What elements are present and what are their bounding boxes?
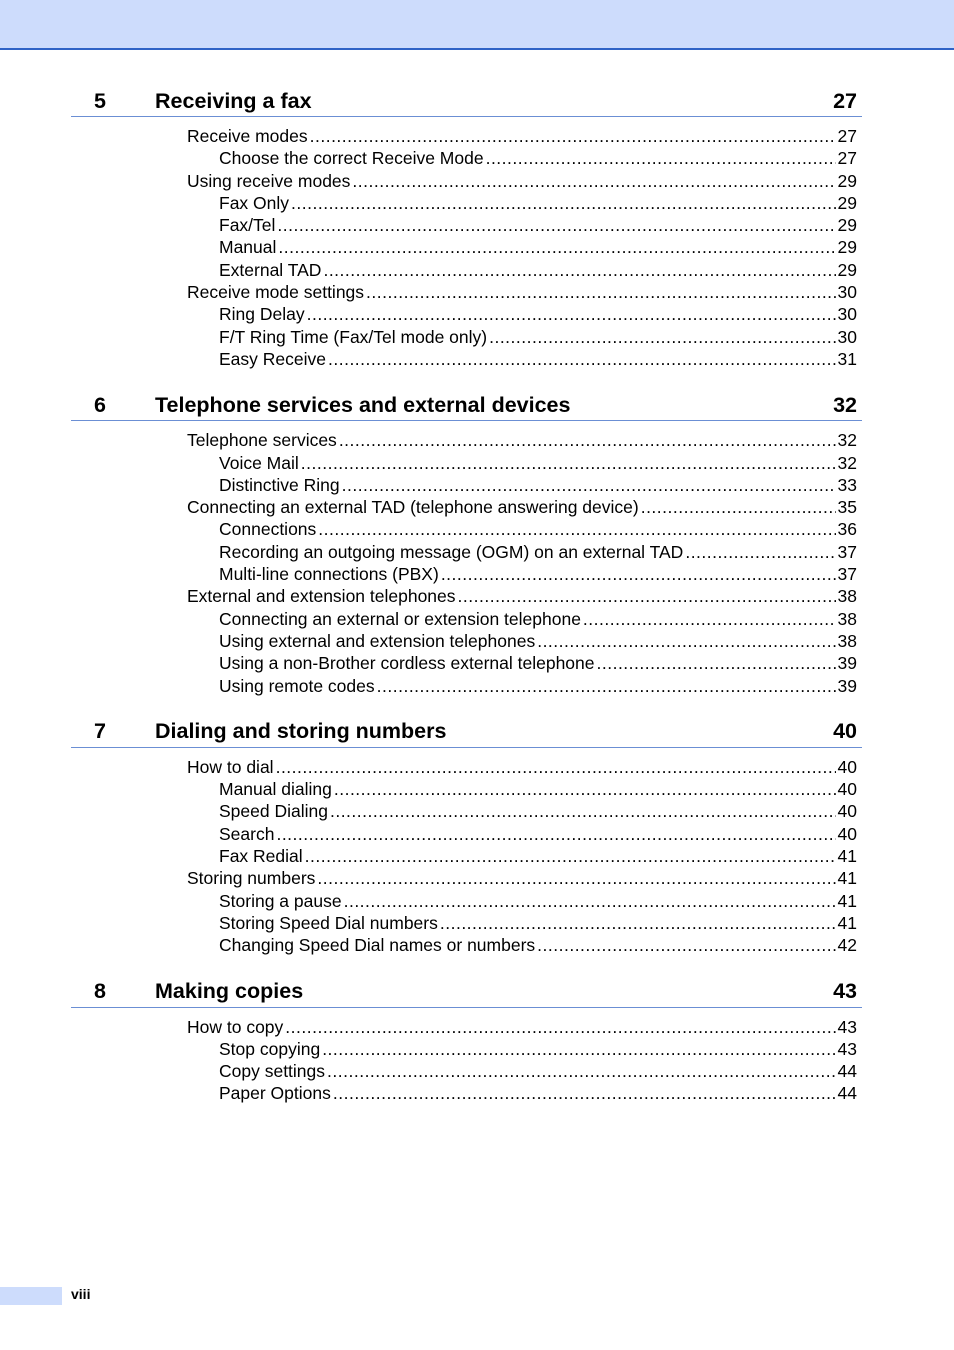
chapter-section [71,82,862,370]
toc-subentry[interactable] [71,1038,862,1060]
chapter-heading[interactable] [71,713,862,748]
toc-subentry[interactable] [71,630,862,652]
dot-leader [276,823,835,845]
toc-entry-page: 40 [837,823,857,844]
toc-entry[interactable] [71,281,862,303]
chapter-title: Making copies [155,979,304,1003]
chapter-page: 40 [833,719,857,744]
chapter-title: Dialing and storing numbers [155,719,447,744]
toc-entry-label: Voice Mail [219,452,299,473]
toc-subentry[interactable] [71,675,862,697]
toc-subentry[interactable] [71,890,862,912]
toc-entry[interactable] [71,585,862,607]
dot-leader [537,630,835,652]
dot-leader [291,192,836,214]
toc-entry-page: 41 [837,890,857,911]
toc-entry[interactable] [71,1016,862,1038]
chapter-heading[interactable] [71,973,862,1008]
chapter-heading[interactable] [71,386,862,421]
dot-leader [377,675,836,697]
toc-entry-label: Ring Delay [219,304,305,325]
toc-entry-label: Connecting an external or extension telephone [219,608,581,629]
toc-subentry[interactable] [71,541,862,563]
chapter-heading[interactable] [71,82,862,117]
toc-entry-label: Paper Options [219,1083,331,1104]
chapter-section [71,713,862,957]
toc-entry-page: 41 [837,846,857,867]
dot-leader [333,1082,836,1104]
dot-leader [597,652,836,674]
toc-subentry[interactable] [71,608,862,630]
toc-entry-page: 44 [837,1061,857,1082]
dot-leader [285,1016,835,1038]
dot-leader [310,125,836,147]
toc-entry-page: 40 [837,756,857,777]
dot-leader [537,934,835,956]
dot-leader [277,214,835,236]
toc-entry-label: Stop copying [219,1038,321,1059]
toc-entry-label: Telephone services [187,430,337,451]
toc-entry-label: Manual dialing [219,779,332,800]
toc-entry-page: 38 [837,608,857,629]
toc-entry-page: 40 [837,779,857,800]
dot-leader [366,281,835,303]
toc-entry-label: Receive mode settings [187,282,365,303]
header-band [0,0,954,50]
toc-subentry[interactable] [71,147,862,169]
toc-entry-page: 43 [837,1016,857,1037]
chapter-title: Telephone services and external devices [155,392,571,417]
toc-entry-label: External and extension telephones [187,586,456,607]
chapter-number: 6 [94,392,106,417]
chapter-page: 27 [833,88,857,113]
toc-entry-page: 44 [837,1083,857,1104]
toc-entry-page: 35 [837,497,857,518]
toc-entry-label: Easy Receive [219,348,326,369]
toc-subentry[interactable] [71,518,862,540]
toc-entry-page: 29 [837,170,857,191]
dot-leader [342,474,836,496]
toc-entry-page: 42 [837,935,857,956]
dot-leader [328,348,836,370]
toc-entry[interactable] [71,756,862,778]
toc-entry-page: 29 [837,237,857,258]
toc-entry-label: External TAD [219,259,322,280]
dot-leader [685,541,835,563]
toc-entry-label: Search [219,823,275,844]
toc-entry-label: Changing Speed Dial names or numbers [219,935,536,956]
chapter-number: 5 [94,88,106,113]
toc-entry[interactable] [71,125,862,147]
toc-entry-page: 29 [837,215,857,236]
dot-leader [440,912,836,934]
toc-subentry[interactable] [71,326,862,348]
toc-entry-label: Multi-line connections (PBX) [219,564,439,585]
dot-leader [641,496,836,518]
toc-subentry[interactable] [71,1082,862,1104]
dot-leader [441,563,836,585]
toc-entry-label: Storing a pause [219,890,342,911]
footer-page-number: viii [71,1286,91,1302]
toc-entry-label: Speed Dialing [219,801,328,822]
dot-leader [305,845,836,867]
toc-entry-label: F/T Ring Time (Fax/Tel mode only) [219,326,488,347]
chapter-title: Receiving a fax [155,88,312,113]
chapter-page: 43 [833,979,857,1003]
dot-leader [458,585,836,607]
toc-subentry[interactable] [71,563,862,585]
toc-entry-page: 31 [837,348,857,369]
toc-entry-label: Distinctive Ring [219,474,340,495]
chapter-number: 8 [94,979,106,1003]
toc-entry-label: Using receive modes [187,170,351,191]
toc-subentry[interactable] [71,303,862,325]
toc-entry[interactable] [71,170,862,192]
dot-leader [489,326,835,348]
footer-accent-bar [0,1287,62,1305]
toc-entry-page: 37 [837,541,857,562]
dot-leader [583,608,836,630]
toc-entry-label: Using remote codes [219,675,375,696]
dot-leader [352,170,835,192]
toc-subentry[interactable] [71,259,862,281]
toc-entry-label: Fax Redial [219,846,303,867]
toc-entry-page: 37 [837,564,857,585]
toc-entry-page: 27 [837,148,857,169]
toc-subentry[interactable] [71,823,862,845]
dot-leader [278,236,835,258]
toc-entry-page: 32 [837,430,857,451]
toc-entry-page: 39 [837,653,857,674]
toc-entry-page: 43 [837,1038,857,1059]
toc-entry-page: 39 [837,675,857,696]
toc-entry-page: 30 [837,304,857,325]
chapter-number: 7 [94,719,106,744]
toc-subentry[interactable] [71,236,862,258]
dot-leader [330,800,836,822]
dot-leader [317,867,835,889]
toc-entry-page: 29 [837,259,857,280]
dot-leader [318,518,835,540]
toc-entry-label: Copy settings [219,1061,326,1082]
toc-subentry[interactable] [71,912,862,934]
toc-entry-page: 38 [837,586,857,607]
toc-subentry[interactable] [71,778,862,800]
table-of-contents [71,82,862,1121]
toc-entry-label: Storing numbers [187,868,316,889]
toc-subentry[interactable] [71,652,862,674]
dot-leader [334,778,836,800]
toc-entry-page: 30 [837,282,857,303]
toc-entry-page: 30 [837,326,857,347]
toc-subentry[interactable] [71,1060,862,1082]
toc-subentry[interactable] [71,214,862,236]
dot-leader [322,1038,835,1060]
dot-leader [344,890,836,912]
toc-entry-label: How to dial [187,756,274,777]
toc-subentry[interactable] [71,192,862,214]
toc-entry-label: Using a non-Brother cordless external telephone [219,653,595,674]
toc-entry-page: 36 [837,519,857,540]
toc-subentry[interactable] [71,845,862,867]
toc-subentry[interactable] [71,800,862,822]
toc-entry-label: Connecting an external TAD (telephone answering device) [187,497,639,518]
toc-entry-page: 40 [837,801,857,822]
toc-entry-page: 41 [837,868,857,889]
chapter-page: 32 [833,392,857,417]
dot-leader [301,452,836,474]
toc-entry-page: 29 [837,192,857,213]
toc-entry-label: Connections [219,519,317,540]
toc-entry-label: Fax Only [219,192,290,213]
dot-leader [323,259,835,281]
toc-entry-label: Using external and extension telephones [219,630,536,651]
toc-entry-page: 41 [837,912,857,933]
toc-entry-label: Fax/Tel [219,215,276,236]
toc-entry[interactable] [71,496,862,518]
toc-entry-label: Recording an outgoing message (OGM) on an external TAD [219,541,684,562]
chapter-section [71,386,862,697]
toc-entry-label: Receive modes [187,126,308,146]
toc-subentry[interactable] [71,474,862,496]
dot-leader [327,1060,836,1082]
toc-entry-page: 38 [837,630,857,651]
dot-leader [339,429,836,451]
chapter-section [71,973,862,1105]
toc-entry-page: 27 [837,126,857,146]
toc-entry-page: 33 [837,474,857,495]
toc-entry-label: Choose the correct Receive Mode [219,148,484,169]
toc-entry-label: How to copy [187,1016,284,1037]
dot-leader [486,147,836,169]
toc-subentry[interactable] [71,348,862,370]
toc-entry-label: Storing Speed Dial numbers [219,912,438,933]
toc-entry[interactable] [71,867,862,889]
dot-leader [307,303,836,325]
dot-leader [276,756,836,778]
toc-subentry[interactable] [71,452,862,474]
toc-entry-page: 32 [837,452,857,473]
toc-entry-label: Manual [219,237,277,258]
toc-subentry[interactable] [71,934,862,956]
toc-entry[interactable] [71,429,862,451]
